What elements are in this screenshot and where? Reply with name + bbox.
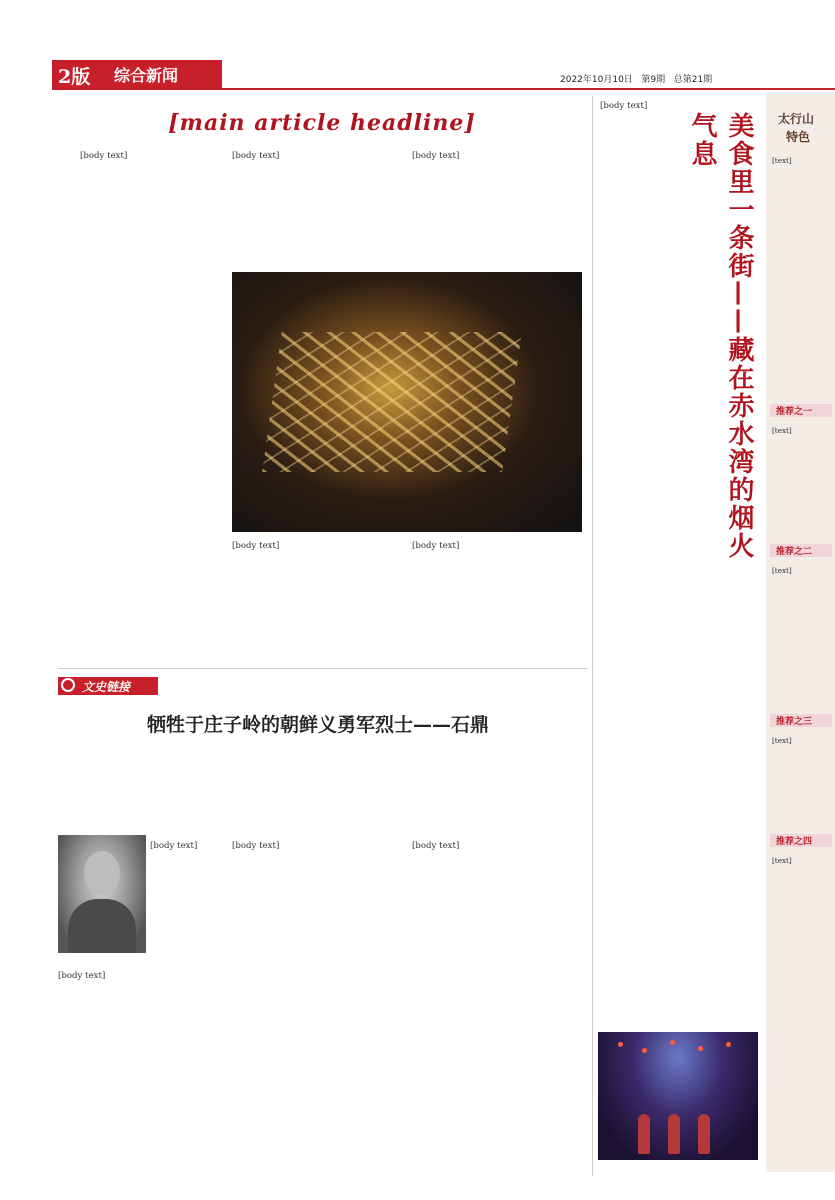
sidebar-text-3: [text] [772, 736, 792, 745]
sidebar-tag-1: 推荐之一 [770, 404, 832, 417]
column-divider [592, 96, 593, 1176]
side-feature-title: 美食里一条街——藏在赤水湾的烟火气息 [687, 112, 754, 560]
issue-total: 总第21期 [673, 75, 713, 85]
link-col3-text: [body text] [412, 841, 460, 851]
aerial-night-town-photo [232, 272, 582, 532]
link-col1-top-text: [body text] [150, 841, 198, 851]
section-tag-label: 文史链接 [82, 680, 131, 694]
link-col3 [412, 838, 582, 1168]
sidebar-text-1: [text] [772, 426, 792, 435]
link-col2 [232, 838, 402, 1168]
header-rule [52, 88, 835, 90]
section-tag [58, 677, 158, 695]
link-col2-text: [body text] [232, 841, 280, 851]
night-street-photo [598, 1032, 758, 1160]
sidebar-text-4: [text] [772, 856, 792, 865]
main-article-col1 [80, 148, 220, 658]
main-col2-text: [body text] [232, 151, 280, 161]
link-col1-top [150, 838, 222, 968]
main-article-col2-after [232, 538, 394, 663]
sidebar-tag-2: 推荐之二 [770, 544, 832, 557]
link-icon [61, 678, 75, 692]
link-section-title: 牺牲于庄子岭的朝鲜义勇军烈士——石鼎 [146, 714, 489, 736]
link-col1-bottom [58, 968, 223, 1168]
sidebar-tag-4: 推荐之四 [770, 834, 832, 847]
sidebar-text-2: [text] [772, 566, 792, 575]
portrait-photo [58, 835, 146, 953]
main-col2-after-text: [body text] [232, 541, 280, 551]
issue-info [560, 72, 712, 85]
side-feature-text: [body text] [600, 101, 648, 111]
sidebar-title-2: 特色 [786, 130, 811, 144]
issue-date: 2022年10月10日 [560, 75, 633, 85]
main-article-title: [main article headline] [168, 110, 476, 136]
sidebar-title-1: 太行山 [778, 112, 815, 126]
issue-number: 第9期 [641, 75, 666, 85]
main-article-col2 [232, 148, 394, 268]
sidebar-tag-3: 推荐之三 [770, 714, 832, 727]
link-col1-bottom-text: [body text] [58, 971, 106, 981]
side-feature-body [600, 98, 720, 1028]
page-edition-banner [52, 60, 222, 88]
sidebar-panel [766, 92, 835, 1172]
sidebar-intro: [text] [772, 156, 792, 165]
main-col1-text: [body text] [80, 151, 128, 161]
main-col3-text: [body text] [412, 151, 460, 161]
section-name: 综合新闻 [114, 66, 179, 85]
main-article-col3-after [412, 538, 582, 663]
section-divider [58, 668, 588, 669]
main-col3-after-text: [body text] [412, 541, 460, 551]
page-number: 2版 [58, 66, 91, 88]
main-article-col3 [412, 148, 582, 268]
